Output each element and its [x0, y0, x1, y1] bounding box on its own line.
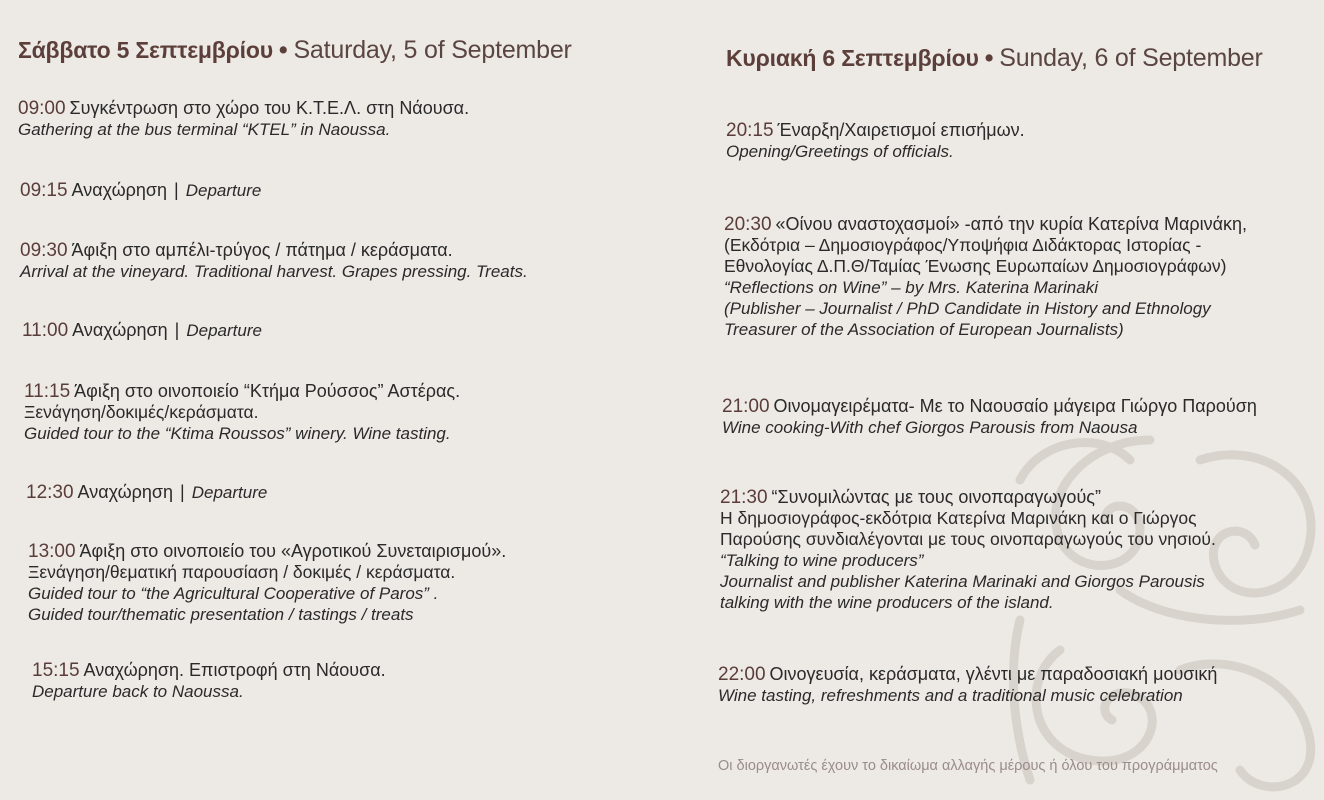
event-text-english: “Talking to wine producers”: [720, 551, 924, 570]
event-text-english: (Publisher – Journalist / PhD Candidate in History and Ethnology: [724, 299, 1211, 318]
schedule-item: [18, 98, 469, 140]
event-text-greek: Άφιξη στο αμπέλι-τρύγος / πάτημα / κεράσματα.: [71, 240, 453, 260]
event-time: 12:30: [26, 482, 74, 503]
event-text-greek: Οινομαγειρέματα- Με το Ναουσαίο μάγειρα Γιώργο Παρούση: [773, 396, 1257, 416]
event-time: 11:15: [24, 381, 71, 402]
separator: |: [180, 482, 185, 502]
event-text-english: Opening/Greetings of officials.: [726, 142, 954, 161]
event-text-english: Guided tour to “the Agricultural Cooperative of Paros” .: [28, 584, 439, 603]
event-text-greek: Ξενάγηση/θεματική παρουσίαση / δοκιμές / κεράσματα.: [28, 562, 456, 582]
event-text-english: Departure: [186, 321, 262, 340]
schedule-item: [20, 180, 261, 201]
sunday-heading-english: Sunday, 6 of September: [999, 44, 1263, 72]
schedule-item: [724, 214, 1247, 340]
event-text-greek: Παρούσης συνδιαλέγονται με τους οινοπαραγωγούς του νησιού.: [720, 529, 1216, 549]
event-text-english: Wine cooking-With chef Giorgos Parousis from Naousa: [722, 418, 1138, 437]
schedule-item: [722, 396, 1257, 438]
schedule-item: [718, 664, 1217, 706]
event-text-english: Wine tasting, refreshments and a traditional music celebration: [718, 686, 1183, 705]
event-text-greek: «Οίνου αναστοχασμοί» -από την κυρία Κατερίνα Μαρινάκη,: [775, 214, 1248, 234]
event-time: 09:15: [20, 180, 68, 201]
event-text-greek: Έναρξη/Χαιρετισμοί επισήμων.: [777, 120, 1025, 140]
event-text-english: Departure: [191, 483, 268, 502]
event-text-english: Journalist and publisher Katerina Marinaki and Giorgos Parousis: [720, 572, 1205, 591]
event-text-greek: Αναχώρηση: [71, 180, 168, 200]
event-time: 22:00: [718, 664, 766, 685]
event-time: 21:00: [722, 396, 770, 417]
event-text-english: Guided tour/thematic presentation / tastings / treats: [28, 605, 414, 624]
event-text-greek: Άφιξη στο οινοποιείο του «Αγροτικού Συνεταιρισμού».: [79, 541, 507, 561]
saturday-heading-greek: Σάββατο 5 Σεπτεμβρίου: [18, 37, 273, 63]
program-change-disclaimer: Οι διοργανωτές έχουν το δικαίωμα αλλαγής μέρους ή όλου του προγράμματος: [718, 758, 1218, 774]
sunday-heading: [726, 44, 1263, 73]
schedule-item: [24, 381, 460, 444]
event-text-greek: Συγκέντρωση στο χώρο του Κ.Τ.Ε.Λ. στη Νάουσα.: [69, 98, 470, 118]
event-text-greek: Οινογευσία, κεράσματα, γλέντι με παραδοσιακή μουσική: [769, 664, 1218, 684]
event-text-greek: (Εκδότρια – Δημοσιογράφος/Υποψήφια Διδάκτορας Ιστορίας -: [724, 235, 1202, 255]
sunday-heading-greek: Κυριακή 6 Σεπτεμβρίου: [726, 45, 979, 71]
event-time: 20:15: [726, 120, 774, 141]
event-text-english: Departure: [185, 181, 262, 200]
event-text-greek: Αναχώρηση: [77, 482, 174, 502]
event-text-english: “Reflections on Wine” – by Mrs. Katerina Marinaki: [724, 278, 1098, 297]
event-text-english: Arrival at the vineyard. Traditional harvest. Grapes pressing. Treats.: [20, 262, 528, 281]
event-time: 15:15: [32, 660, 80, 681]
event-text-english: Treasurer of the Association of European Journalists): [724, 320, 1124, 339]
event-text-english: Departure back to Naoussa.: [32, 682, 244, 701]
event-text-greek: Εθνολογίας Δ.Π.Θ/Ταμίας Ένωσης Ευρωπαίων Δημοσιογράφων): [724, 256, 1227, 276]
event-text-greek: Άφιξη στο οινοποιείο “Κτήμα Ρούσσος” Αστέρας.: [74, 381, 461, 401]
heading-bullet: •: [278, 36, 288, 64]
event-text-english: talking with the wine producers of the island.: [720, 593, 1054, 612]
event-text-english: Guided tour to the “Ktima Roussos” winery. Wine tasting.: [24, 424, 451, 443]
event-text-greek: Η δημοσιογράφος-εκδότρια Κατερίνα Μαρινάκη και ο Γιώργος: [720, 508, 1197, 528]
schedule-item: [32, 660, 386, 702]
heading-bullet: •: [984, 44, 994, 72]
event-text-greek: Αναχώρηση: [72, 320, 168, 340]
separator: |: [174, 180, 179, 200]
schedule-item: [726, 120, 1025, 162]
event-text-greek: “Συνομιλώντας με τους οινοπαραγωγούς”: [771, 487, 1101, 507]
separator: |: [174, 320, 180, 340]
event-time: 13:00: [28, 541, 76, 562]
event-time: 09:30: [20, 240, 68, 261]
event-time: 11:00: [22, 320, 69, 341]
event-time: 20:30: [724, 214, 772, 235]
schedule-item: [22, 320, 262, 341]
saturday-heading-english: Saturday, 5 of September: [293, 36, 572, 64]
schedule-item: [28, 541, 506, 625]
schedule-item: [26, 482, 267, 503]
event-time: 09:00: [18, 98, 66, 119]
event-text-greek: Ξενάγηση/δοκιμές/κεράσματα.: [24, 402, 259, 422]
schedule-item: [720, 487, 1216, 613]
event-text-greek: Αναχώρηση. Επιστροφή στη Νάουσα.: [83, 660, 386, 680]
event-time: 21:30: [720, 487, 768, 508]
saturday-heading: [18, 36, 572, 65]
schedule-item: [20, 240, 528, 282]
event-text-english: Gathering at the bus terminal “KTEL” in Naoussa.: [18, 120, 391, 139]
